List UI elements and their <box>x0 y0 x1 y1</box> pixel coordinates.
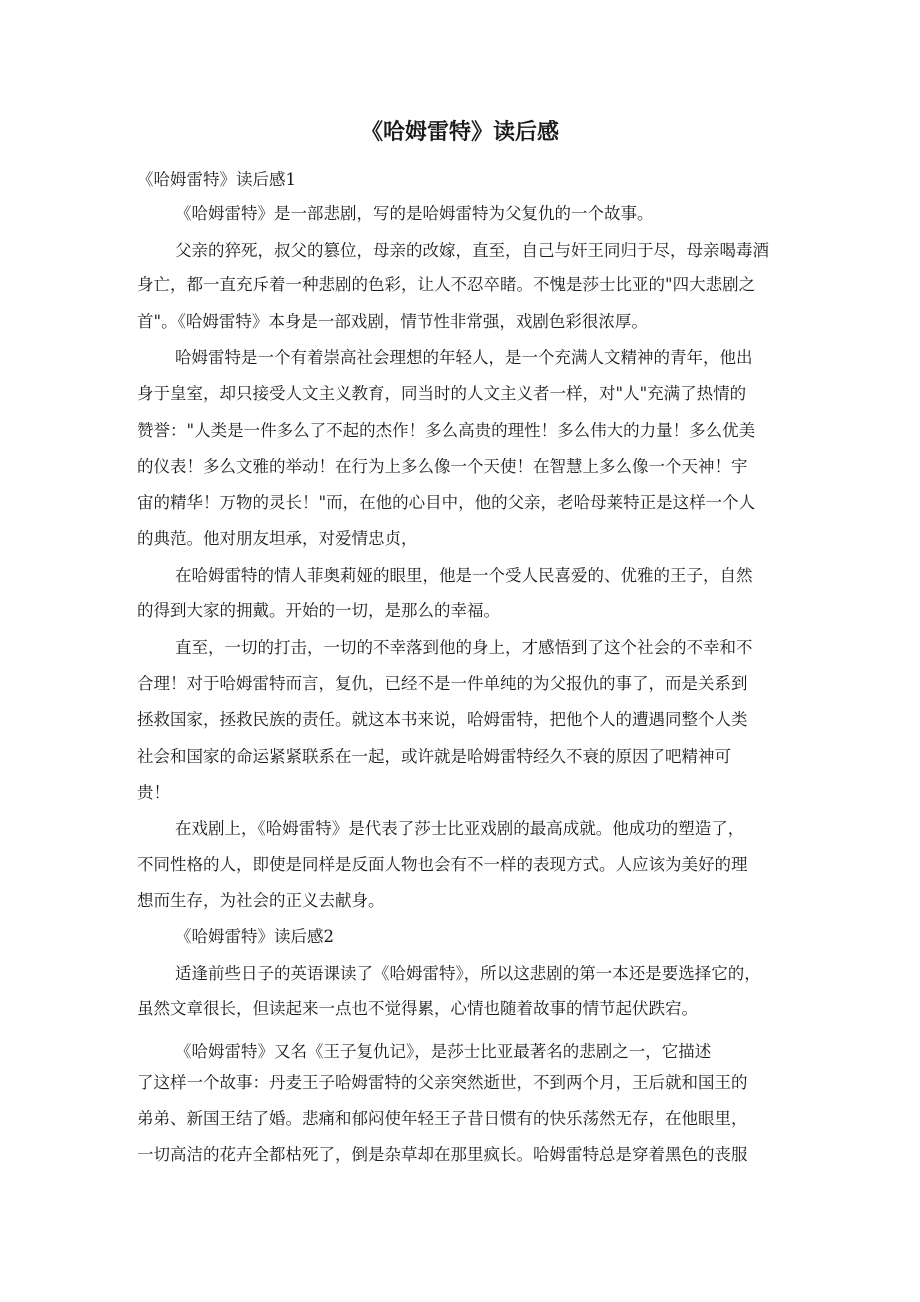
paragraph-line: 社会和国家的命运紧紧联系在一起，或许就是哈姆雷特经久不衰的原因了吧精神可 <box>137 747 731 766</box>
paragraph-line: 虽然文章很长，但读起来一点也不觉得累，心情也随着故事的情节起伏跌宕。 <box>137 999 698 1018</box>
section-heading-2: 《哈姆雷特》读后感2 <box>175 927 334 946</box>
paragraph-line: 身于皇室，却只接受人文主义教育，同当时的人文主义者一样，对"人"充满了热情的 <box>137 384 747 403</box>
paragraph-line: 一切高洁的花卉全都枯死了，倒是杂草却在那里疯长。哈姆雷特总是穿着黑色的丧服 <box>137 1145 748 1164</box>
section-heading-1: 《哈姆雷特》读后感1 <box>137 170 296 189</box>
paragraph-line: 的典范。他对朋友坦承，对爱情忠贞， <box>137 529 418 548</box>
paragraph-line: 贵！ <box>137 783 170 802</box>
paragraph-line: 的得到大家的拥戴。开始的一切，是那么的幸福。 <box>137 601 500 620</box>
paragraph-line: 在戏剧上，《哈姆雷特》是代表了莎士比亚戏剧的最高成就。他成功的塑造了， <box>175 819 745 838</box>
paragraph-line: 合理！对于哈姆雷特而言，复仇，已经不是一件单纯的为父报仇的事了，而是关系到 <box>137 674 748 693</box>
paragraph-line: 《哈姆雷特》是一部悲剧，写的是哈姆雷特为父复仇的一个故事。 <box>175 204 654 223</box>
paragraph-line: 《哈姆雷特》又名《王子复仇记》，是莎士比亚最著名的悲剧之一，它描述 <box>175 1042 712 1061</box>
paragraph-line: 适逢前些日子的英语课读了《哈姆雷特》，所以这悲剧的第一本还是要选择它的， <box>175 964 761 983</box>
paragraph-line: 哈姆雷特是一个有着崇高社会理想的年轻人，是一个充满人文精神的青年，他出 <box>175 348 753 367</box>
paragraph-line: 在哈姆雷特的情人菲奥莉娅的眼里，他是一个受人民喜爱的、优雅的王子，自然 <box>175 566 753 585</box>
paragraph-line: 身亡，都一直充斥着一种悲剧的色彩，让人不忍卒睹。不愧是莎士比亚的"四大悲剧之 <box>137 275 756 294</box>
paragraph-line: 父亲的猝死，叔父的篡位，母亲的改嫁，直至，自己与奸王同归于尽，母亲喝毒酒 <box>175 241 769 260</box>
paragraph-line: 的仪表！多么文雅的举动！在行为上多么像一个天使！在智慧上多么像一个天神！宇 <box>137 457 748 476</box>
paragraph-line: 首"。《哈姆雷特》本身是一部戏剧，情节性非常强，戏剧色彩很浓厚。 <box>137 312 648 331</box>
paragraph-line: 想而生存，为社会的正义去献身。 <box>137 891 385 910</box>
paragraph-line: 了这样一个故事：丹麦王子哈姆雷特的父亲突然逝世，不到两个月，王后就和国王的 <box>137 1073 748 1092</box>
paragraph-line: 不同性格的人，即使是同样是反面人物也会有不一样的表现方式。人应该为美好的理 <box>137 855 748 874</box>
document-title: 《哈姆雷特》读后感 <box>360 120 559 145</box>
paragraph-line: 宙的精华！万物的灵长！"而，在他的心目中，他的父亲，老哈母莱特正是这样一个人 <box>137 493 756 512</box>
paragraph-line: 弟弟、新国王结了婚。悲痛和郁闷使年轻王子昔日惯有的快乐荡然无存，在他眼里， <box>137 1109 748 1128</box>
paragraph-line: 赞誉："人类是一件多么了不起的杰作！多么高贵的理性！多么伟大的力量！多么优美 <box>137 421 756 440</box>
paragraph-line: 拯救国家，拯救民族的责任。就这本书来说，哈姆雷特，把他个人的遭遇同整个人类 <box>137 710 748 729</box>
paragraph-line: 直至，一切的打击，一切的不幸落到他的身上，才感悟到了这个社会的不幸和不 <box>175 638 753 657</box>
